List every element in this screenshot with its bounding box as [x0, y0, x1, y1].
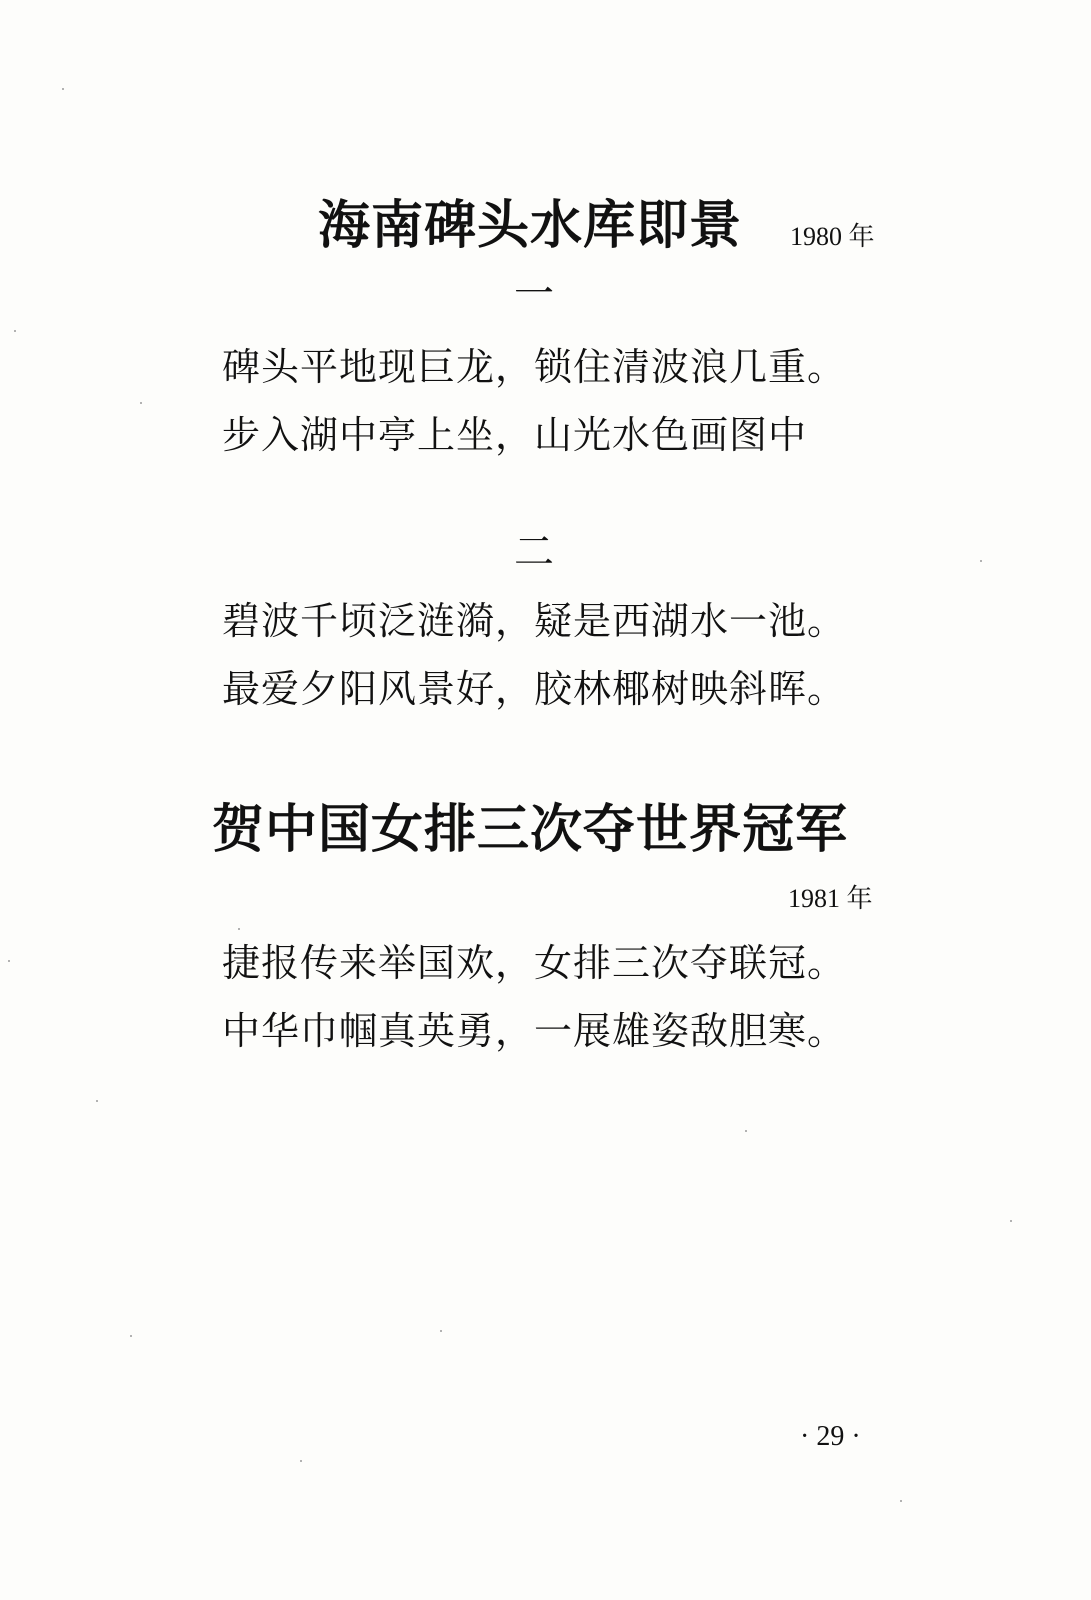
scan-speck: [980, 560, 982, 562]
scan-speck: [900, 1500, 902, 1502]
page-number: · 29 ·: [800, 1421, 861, 1452]
scan-speck: [96, 1100, 98, 1102]
scan-speck: [62, 88, 64, 90]
verse-line: 捷报传来举国欢，女排三次夺联冠。: [222, 941, 847, 985]
scan-speck: [130, 1335, 132, 1337]
verse-line: 中华巾帼真英勇，一展雄姿敌胆寒。: [222, 1009, 847, 1053]
verse-line: 碑头平地现巨龙，锁住清波浪几重。: [222, 345, 847, 389]
scan-speck: [140, 402, 142, 404]
poem-title: 贺中国女排三次夺世界冠军: [212, 799, 849, 860]
poem-year: 1980 年: [790, 222, 875, 251]
section-number: 二: [514, 529, 554, 575]
scan-speck: [8, 960, 10, 962]
scan-speck: [300, 1460, 302, 1462]
scan-speck: [14, 330, 16, 332]
verse-line: 最爱夕阳风景好，胶林椰树映斜晖。: [222, 667, 847, 711]
scan-speck: [745, 1130, 747, 1132]
poem-year: 1981 年: [788, 884, 873, 913]
verse-line: 步入湖中亭上坐，山光水色画图中: [222, 413, 808, 457]
scan-speck: [238, 928, 240, 930]
scan-speck: [440, 1330, 442, 1332]
poem-title: 海南碑头水库即景: [318, 195, 743, 256]
scan-speck: [1010, 1220, 1012, 1222]
section-number: 一: [514, 271, 554, 317]
verse-line: 碧波千顷泛涟漪，疑是西湖水一池。: [222, 599, 847, 643]
